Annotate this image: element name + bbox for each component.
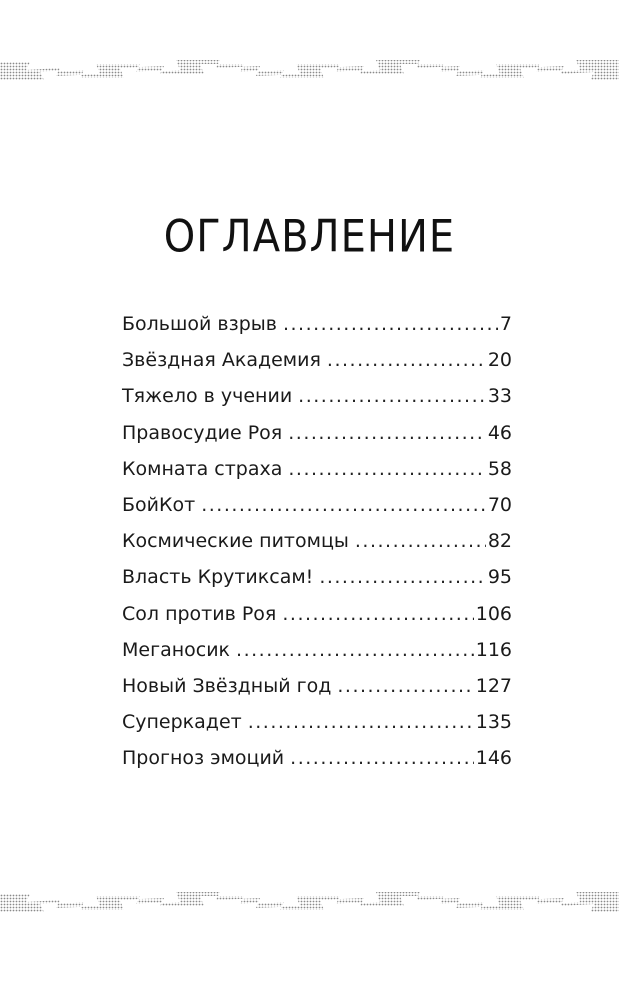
toc-entry (122, 523, 512, 559)
page-title: ОГЛАВЛЕНИЕ (163, 211, 456, 263)
toc-entry-page: 127 (475, 674, 512, 697)
toc-entry-title: Большой взрыв (122, 313, 277, 335)
toc-leader-dots (327, 342, 486, 378)
toc-entry (122, 668, 512, 704)
toc-entry (122, 378, 512, 414)
toc-leader-dots (248, 704, 474, 740)
toc-leader-dots (288, 451, 485, 487)
toc-entry-page: 33 (487, 385, 512, 408)
toc-leader-dots (236, 632, 474, 668)
toc-entry (122, 559, 512, 595)
toc-leader-dots (319, 559, 486, 595)
bottom-zigzag-ornament (0, 882, 619, 926)
toc-entry-title: Власть Крутиксам! (122, 566, 314, 589)
toc-leader-dots (337, 668, 473, 704)
toc-entry (122, 451, 512, 487)
toc-leader-dots (201, 487, 486, 523)
toc-entry-page: 116 (475, 638, 512, 661)
toc-entry (122, 487, 512, 523)
toc-entry-title: Суперкадет (122, 711, 242, 734)
toc-entry (122, 596, 512, 632)
toc-leader-dots (288, 415, 486, 451)
toc-leader-dots (282, 596, 473, 632)
toc-entry-page: 70 (487, 493, 512, 516)
toc-entry (122, 740, 512, 776)
toc-entry-title: БойКот (122, 493, 196, 516)
toc-entry-title: Тяжело в учении (122, 385, 293, 408)
toc-entry-title: Космические питомцы (122, 530, 349, 553)
toc-entry-page: 20 (487, 349, 512, 372)
toc-entry-page: 82 (487, 530, 512, 553)
toc-entry-title: Новый Звёздный год (122, 674, 332, 697)
toc-entry-page: 106 (475, 602, 512, 625)
toc-entry-page: 7 (499, 313, 512, 335)
toc-entry-title: Сол против Роя (122, 602, 277, 625)
toc-entry (122, 415, 512, 451)
toc-entry-page: 95 (487, 566, 512, 589)
toc-leader-dots (290, 740, 474, 776)
top-zigzag-ornament (0, 50, 619, 94)
toc-entry-page: 58 (487, 457, 512, 480)
toc-entry (122, 342, 512, 378)
toc-entry (122, 306, 512, 342)
toc-entry-title: Меганосик (122, 638, 231, 661)
toc-leader-dots (355, 523, 486, 559)
toc-entry-page: 146 (475, 747, 512, 770)
toc-entry-title: Комната страха (122, 457, 283, 480)
toc-leader-dots (298, 378, 486, 414)
table-of-contents (122, 306, 512, 776)
toc-entry-page: 135 (475, 711, 512, 734)
toc-entry-title: Звёздная Академия (122, 349, 321, 372)
toc-entry-title: Правосудие Роя (122, 421, 283, 444)
toc-entry-title: Прогноз эмоций (122, 747, 285, 770)
toc-entry (122, 632, 512, 668)
toc-leader-dots (283, 306, 498, 342)
toc-entry-page: 46 (487, 421, 512, 444)
toc-entry (122, 704, 512, 740)
